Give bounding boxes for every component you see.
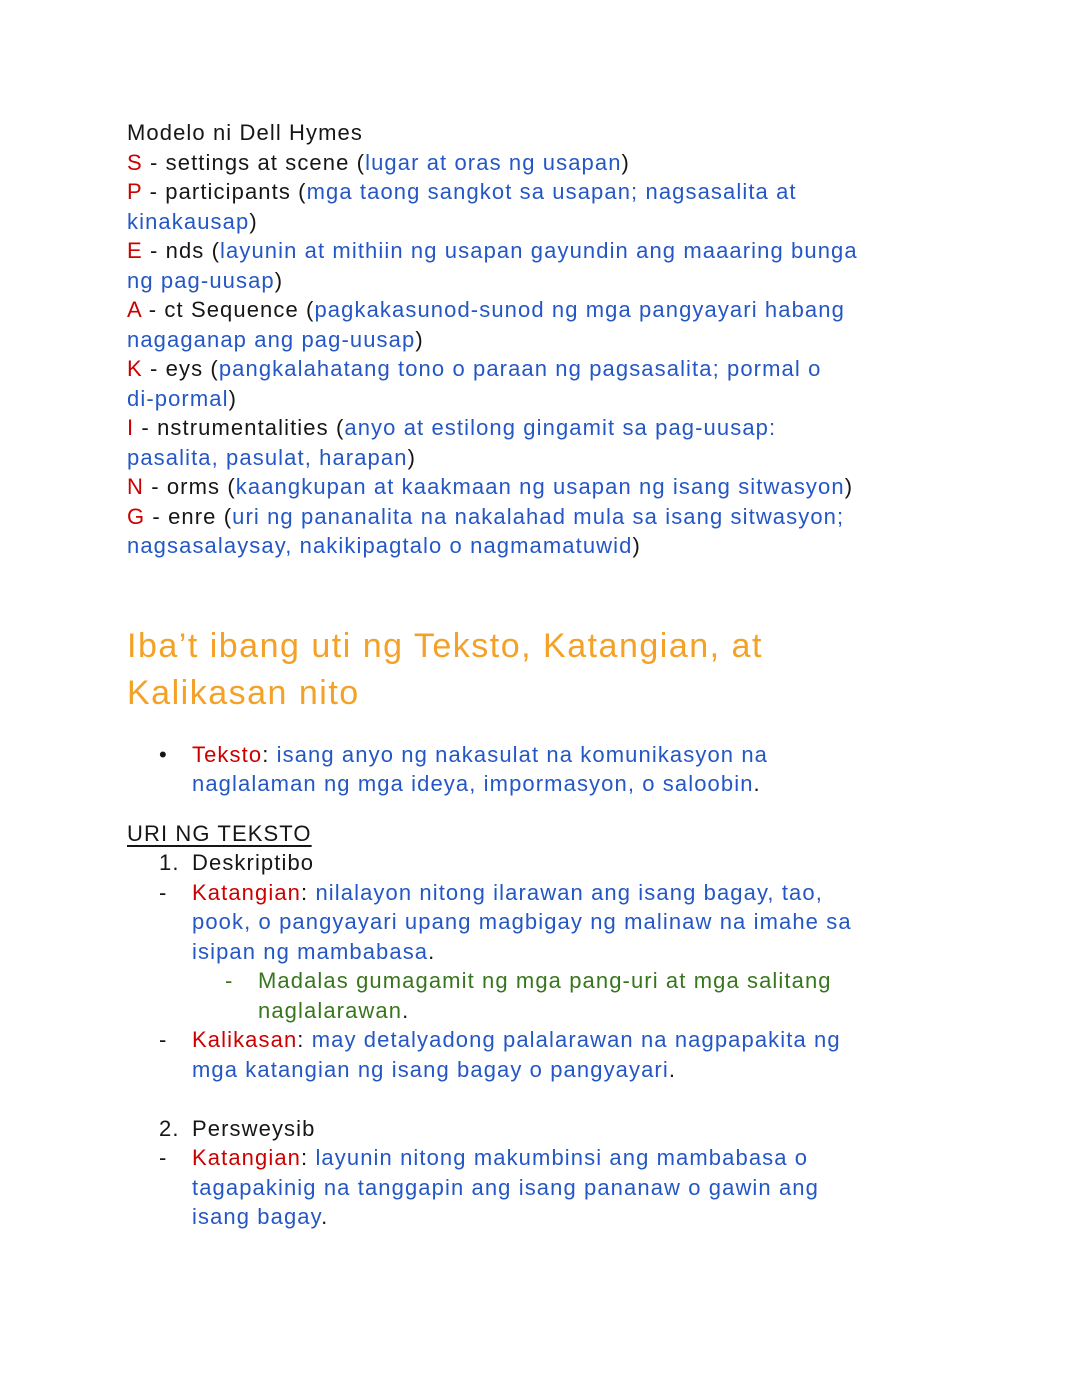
text-line xyxy=(127,1202,990,1232)
text-segment: ) xyxy=(621,149,630,175)
text-segment: pagkakasunod-sunod ng mga pangyayari habang xyxy=(314,297,845,322)
text-line xyxy=(127,848,990,878)
text-segment: isipan ng mambabasa xyxy=(192,938,429,964)
text-segment: K xyxy=(127,356,143,381)
text-segment: - eys ( xyxy=(142,356,219,381)
text-line xyxy=(127,236,990,266)
text-line xyxy=(127,1114,990,1144)
text-segment: Katangian xyxy=(192,879,301,905)
text-line xyxy=(127,502,990,532)
text-segment: di-pormal xyxy=(127,385,229,411)
text-segment: : xyxy=(301,1145,316,1170)
list-marker: - xyxy=(225,968,234,993)
text-segment: N xyxy=(127,474,144,499)
text-segment: ) xyxy=(274,267,284,293)
text-segment: Kalikasan nito xyxy=(127,673,360,712)
text-segment: S xyxy=(127,149,143,175)
list-marker: - xyxy=(159,1027,168,1052)
text-segment: G xyxy=(127,503,146,529)
text-line xyxy=(127,413,990,443)
text-segment: Persweysib xyxy=(192,1115,316,1141)
text-segment: . xyxy=(321,1204,329,1229)
text-line xyxy=(127,472,990,502)
text-segment: . xyxy=(668,1056,677,1082)
text-segment: pangkalahatang tono o paraan ng pagsasalita; pormal o xyxy=(218,356,822,381)
text-segment: ) xyxy=(407,444,416,470)
text-line xyxy=(127,325,990,355)
text-segment: : xyxy=(262,741,277,767)
text-line xyxy=(127,1055,990,1085)
text-segment: Madalas gumagamit ng mga pang-uri at mga salitang xyxy=(258,968,832,993)
text-segment: . xyxy=(753,771,761,796)
text-segment: naglalarawan xyxy=(258,997,403,1023)
text-segment: I xyxy=(127,415,135,440)
text-segment: - participants ( xyxy=(142,179,307,204)
text-segment: pasalita, pasulat, harapan xyxy=(127,444,408,470)
speaking-model-block xyxy=(127,118,990,561)
text-line xyxy=(127,819,990,849)
text-line xyxy=(127,1173,990,1203)
list-marker: - xyxy=(159,1145,168,1170)
text-line xyxy=(127,118,990,148)
text-segment: Katangian xyxy=(192,1145,301,1170)
text-segment: E xyxy=(127,238,143,263)
text-segment: layunin at mithiin ng usapan gayundin ang maaaring bunga xyxy=(220,238,858,263)
list-marker: • xyxy=(159,741,168,767)
text-segment: Deskriptibo xyxy=(192,850,315,875)
text-segment: ) xyxy=(632,533,641,558)
text-segment: kinakausap xyxy=(127,208,250,234)
text-segment: - orms ( xyxy=(144,474,236,499)
text-segment: Modelo ni Dell Hymes xyxy=(127,120,363,145)
text-segment: may detalyadong palalarawan na nagpapakita ng xyxy=(311,1027,841,1052)
text-line xyxy=(127,670,990,717)
text-line xyxy=(127,966,990,996)
text-segment: tagapakinig na tanggapin ang isang pananaw o gawin ang xyxy=(192,1174,819,1200)
text-segment: - settings at scene ( xyxy=(142,149,366,175)
text-segment: Kalikasan xyxy=(192,1027,298,1052)
uri-ng-teksto-block xyxy=(127,819,990,1232)
text-line xyxy=(127,769,990,799)
text-segment: A xyxy=(127,297,142,322)
text-segment: naglalaman ng mga ideya, impormasyon, o saloobin xyxy=(192,771,754,796)
text-line xyxy=(127,295,990,325)
text-segment: mga katangian ng isang bagay o pangyayari xyxy=(192,1056,669,1082)
list-marker: 1. xyxy=(159,850,180,875)
text-segment: URI NG TEKSTO xyxy=(127,820,312,846)
text-segment: - nds ( xyxy=(142,238,221,263)
text-line xyxy=(127,207,990,237)
text-segment: nagsasalaysay, nakikipagtalo o nagmamatuwid xyxy=(127,533,633,558)
text-line xyxy=(127,1025,990,1055)
text-segment: Iba’t ibang uti ng Teksto, Katangian, at xyxy=(127,626,763,665)
text-line xyxy=(127,177,990,207)
text-line xyxy=(127,1143,990,1173)
text-segment: uri ng pananalita na nakalahad mula sa isang sitwasyon; xyxy=(232,503,845,529)
text-segment: . xyxy=(428,938,436,964)
text-segment: ) xyxy=(844,474,854,499)
text-segment: kaangkupan at kaakmaan ng usapan ng isang sitwasyon xyxy=(235,474,845,499)
text-line xyxy=(127,148,990,178)
text-segment: mga taong sangkot sa usapan; nagsasalita at xyxy=(306,179,797,204)
text-segment: nagaganap ang pag-uusap xyxy=(127,326,416,352)
text-segment: Teksto xyxy=(192,741,263,767)
text-segment: layunin nitong makumbinsi ang mambabasa o xyxy=(315,1145,809,1170)
text-line xyxy=(127,354,990,384)
text-segment: : xyxy=(297,1027,312,1052)
text-line xyxy=(127,996,990,1026)
text-segment: ) xyxy=(415,326,424,352)
text-segment: ) xyxy=(228,385,238,411)
text-line xyxy=(127,531,990,561)
list-marker: 2. xyxy=(159,1115,180,1141)
text-line xyxy=(127,740,990,770)
text-line xyxy=(127,266,990,296)
text-segment: - nstrumentalities ( xyxy=(134,415,345,440)
text-segment: - enre ( xyxy=(145,503,233,529)
text-segment: - ct Sequence ( xyxy=(141,297,315,322)
blank-line xyxy=(127,1084,990,1114)
text-segment: : xyxy=(301,879,316,905)
text-segment: isang bagay xyxy=(192,1204,322,1229)
text-segment: anyo at estilong gingamit sa pag-uusap: xyxy=(344,415,777,440)
text-segment: ng pag-uusap xyxy=(127,267,275,293)
list-marker: - xyxy=(159,879,168,905)
text-segment: pook, o pangyayari upang magbigay ng malinaw na imahe sa xyxy=(192,909,852,934)
teksto-definition-block xyxy=(127,740,990,799)
text-line xyxy=(127,623,990,670)
text-line xyxy=(127,907,990,937)
section-heading xyxy=(127,623,990,717)
text-segment: lugar at oras ng usapan xyxy=(365,149,622,175)
text-line xyxy=(127,937,990,967)
text-line xyxy=(127,878,990,908)
text-segment: nilalayon nitong ilarawan ang isang bagay, tao, xyxy=(315,879,823,905)
text-segment: . xyxy=(402,997,410,1023)
text-segment: ) xyxy=(249,208,258,234)
text-segment: P xyxy=(127,179,143,204)
text-line xyxy=(127,384,990,414)
text-segment: isang anyo ng nakasulat na komunikasyon na xyxy=(276,741,769,767)
text-line xyxy=(127,443,990,473)
